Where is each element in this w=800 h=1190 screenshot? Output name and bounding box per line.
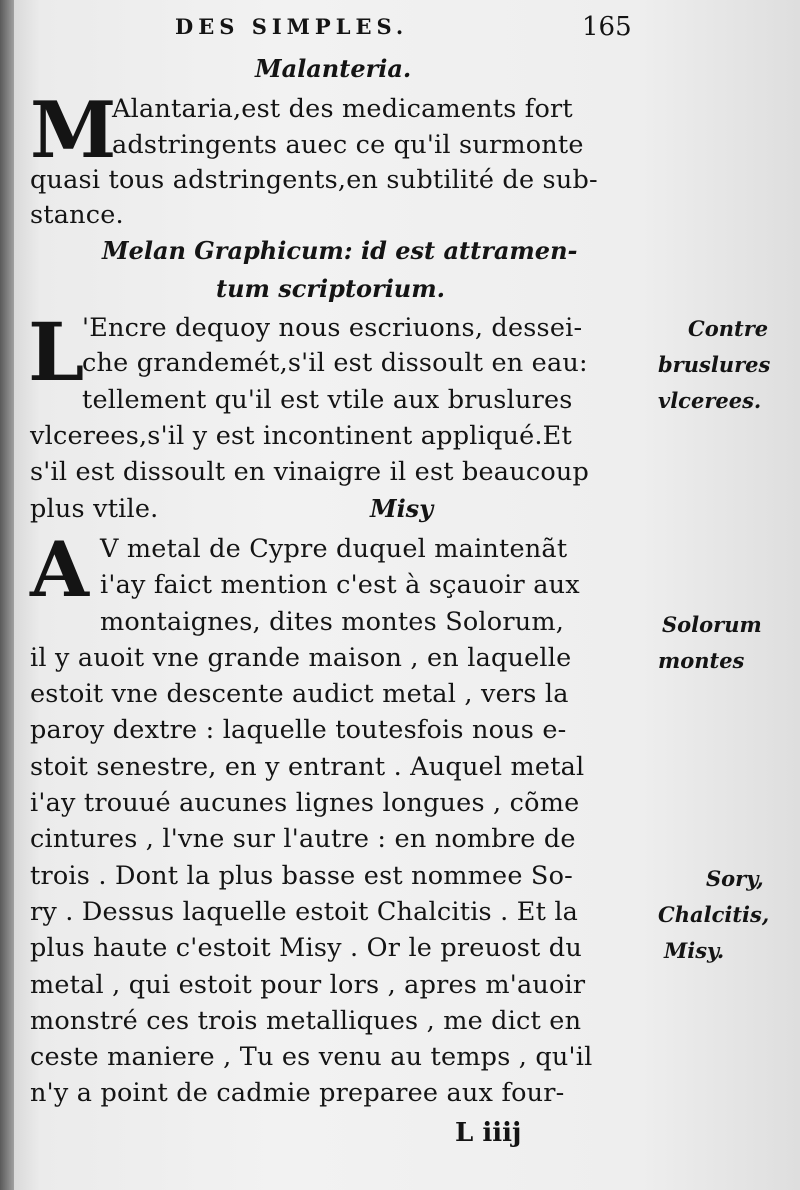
text-line: trois . Dont la plus basse est nommee So- xyxy=(30,861,573,891)
text-line: adstringents auec ce qu'il surmonte xyxy=(112,130,584,160)
dropcap-a: A xyxy=(30,525,89,614)
section-title-melan-line1: Melan Graphicum: id est attramen- xyxy=(102,236,578,265)
margin-note-montes: montes xyxy=(658,648,745,673)
text-line: stoit senestre, en y entrant . Auquel metal xyxy=(30,752,585,782)
section-title-misy: Misy xyxy=(370,494,434,523)
dropcap-l: L xyxy=(28,305,85,399)
margin-note-sory: Sory, xyxy=(706,866,764,891)
section-title-melan-line2: tum scriptorium. xyxy=(216,274,446,303)
text-line: n'y a point de cadmie preparee aux four- xyxy=(30,1078,565,1108)
text-line: quasi tous adstringents,en subtilité de sub- xyxy=(30,165,598,195)
dropcap-m: M xyxy=(30,85,117,176)
text-line: che grandemét,s'il est dissoult en eau: xyxy=(82,348,588,378)
page-number: 165 xyxy=(582,12,632,42)
margin-note-vlcerees: vlcerees. xyxy=(658,388,762,413)
text-line: ry . Dessus laquelle estoit Chalcitis . Et la xyxy=(30,897,579,927)
text-line: montaignes, dites montes Solorum, xyxy=(100,607,565,637)
text-line: 'Encre dequoy nous escriuons, dessei- xyxy=(82,313,583,343)
margin-note-chalcitis: Chalcitis, xyxy=(658,902,770,927)
text-line: tellement qu'il est vtile aux bruslures xyxy=(82,385,573,415)
page-gutter-shadow xyxy=(0,0,14,1190)
margin-note-misy: Misy. xyxy=(664,938,725,963)
text-line: monstré ces trois metalliques , me dict en xyxy=(30,1006,582,1036)
text-line: plus haute c'estoit Misy . Or le preuost du xyxy=(30,933,582,963)
margin-note-bruslures: bruslures xyxy=(658,352,771,377)
signature-mark: L iiij xyxy=(455,1118,522,1148)
text-line: vlcerees,s'il y est incontinent appliqué.Et xyxy=(30,421,572,451)
running-title: DES SIMPLES. xyxy=(175,14,409,39)
text-line: V metal de Cypre duquel maintenãt xyxy=(100,534,568,564)
text-line: Alantaria,est des medicaments fort xyxy=(112,94,573,124)
text-line: stance. xyxy=(30,200,124,230)
text-line: il y auoit vne grande maison , en laquelle xyxy=(30,643,572,673)
text-line: ceste maniere , Tu es venu au temps , qu'il xyxy=(30,1042,593,1072)
text-line: paroy dextre : laquelle toutesfois nous e- xyxy=(30,715,567,745)
text-line: cintures , l'vne sur l'autre : en nombre de xyxy=(30,824,576,854)
text-line: i'ay trouué aucunes lignes longues , cõme xyxy=(30,788,580,818)
margin-note-contre: Contre xyxy=(688,316,769,341)
text-line: s'il est dissoult en vinaigre il est beaucoup xyxy=(30,457,590,487)
section-title-malanteria: Malanteria. xyxy=(255,54,412,83)
text-line: metal , qui estoit pour lors , apres m'auoir xyxy=(30,970,586,1000)
text-line: i'ay faict mention c'est à sçauoir aux xyxy=(100,570,580,600)
text-line: estoit vne descente audict metal , vers la xyxy=(30,679,569,709)
text-line: plus vtile. xyxy=(30,494,159,524)
margin-note-solorum: Solorum xyxy=(662,612,762,637)
